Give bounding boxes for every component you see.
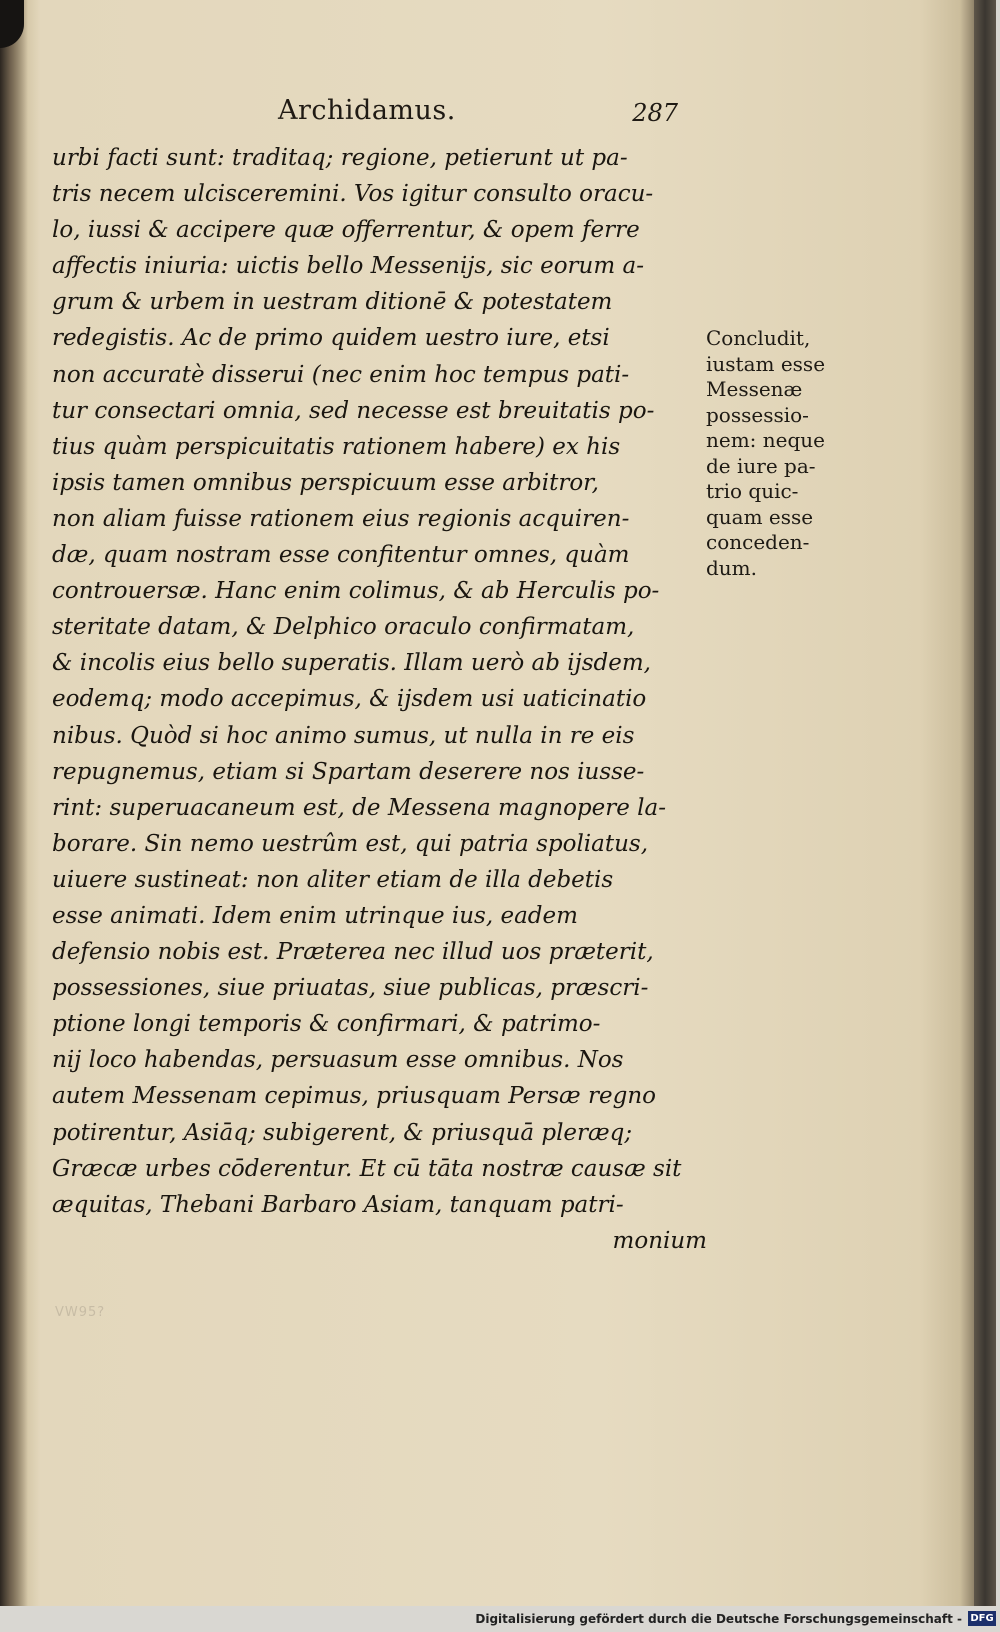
catchword: monium [612,1227,707,1254]
page-header [278,95,678,135]
text-line: & incolis eius bello superatis. Illam uerò ab ijsdem, [52,650,651,677]
dfg-logo: DFG [968,1611,996,1626]
text-line: uiuere sustineat: non aliter etiam de illa debetis [52,866,614,893]
text-line: rint: superuacaneum est, de Messena magnopere la- [52,794,667,821]
page-number: 287 [632,99,678,127]
funding-notice: Digitalisierung gefördert durch die Deutsche Forschungsgemeinschaft - [475,1612,962,1626]
text-line: nij loco habendas, persuasum esse omnibus. Nos [52,1047,624,1074]
text-line: affectis iniuria: uictis bello Messenijs, sic eorum a- [52,253,644,280]
text-line: urbi facti sunt: traditaq; regione, petierunt ut pa- [52,145,628,171]
text-line: potirentur, Asiāq; subigerent, & priusquā pleræq; [52,1119,633,1146]
text-line: redegistis. Ac de primo quidem uestro iure, etsi [52,325,610,352]
footer-bar [0,1606,1000,1632]
text-line: borare. Sin nemo uestrûm est, qui patria spoliatus, [52,830,649,857]
text-line: ipsis tamen omnibus perspicuum esse arbitror, [52,469,599,496]
margin-note [706,326,836,581]
library-stamp: VW95? [55,1305,106,1320]
text-line: controuersæ. Hanc enim colimus, & ab Herculis po- [52,578,660,605]
text-line: non accuratè disserui (nec enim hoc tempus pati- [52,361,630,388]
text-line: non aliam fuisse rationem eius regionis acquiren- [52,505,630,532]
text-line: æquitas, Thebani Barbaro Asiam, tanquam patri- [52,1191,624,1218]
text-line: lo, iussi & accipere quæ offerrentur, & opem ferre [52,217,640,244]
text-line: dæ, quam nostram esse confitentur omnes, quàm [52,542,630,569]
margin-note-line: de iure pa- [706,453,816,478]
text-line: possessiones, siue priuatas, siue publicas, præscri- [52,975,649,1002]
text-line: steritate datam, & Delphico oraculo confirmatam, [52,614,635,641]
text-line: Græcæ urbes cōderentur. Et cū tāta nostræ causæ sit [52,1155,682,1182]
text-line: defensio nobis est. Præterea nec illud uos præterit, [52,939,654,966]
running-title: Archidamus. [278,95,456,126]
margin-note-line: dum. [706,555,758,580]
margin-note-line: possessio- [706,402,809,427]
text-line: tius quàm perspicuitatis rationem habere) ex his [52,433,621,460]
text-line: tris necem ulcisceremini. Vos igitur consulto oracu- [52,181,654,208]
body-text [52,140,707,1259]
margin-note-line: Concludit, [706,326,811,350]
page-edge [974,0,996,1606]
margin-note-line: trio quic- [706,479,799,503]
text-line: tur consectari omnia, sed necesse est breuitatis po- [52,397,655,424]
margin-note-line: Messenæ [706,377,803,401]
text-line: esse animati. Idem enim utrinque ius, eadem [52,902,578,929]
text-line: ptione longi temporis & confirmari, & patrimo- [52,1011,601,1038]
margin-note-line: conceden- [706,530,810,554]
text-line: nibus. Quòd si hoc animo sumus, ut nulla in re eis [52,722,635,749]
margin-note-line: nem: neque [706,428,826,452]
margin-note-line: quam esse [706,504,814,529]
margin-note-line: iustam esse [706,351,826,376]
text-line: autem Messenam cepimus, priusquam Persæ regno [52,1083,656,1110]
text-line: eodemq; modo accepimus, & ijsdem usi uaticinatio [52,686,647,713]
gutter-shadow [0,0,28,1606]
text-line: repugnemus, etiam si Spartam deserere nos iusse- [52,758,645,785]
text-line: grum & urbem in uestram ditionē & potestatem [52,289,613,316]
